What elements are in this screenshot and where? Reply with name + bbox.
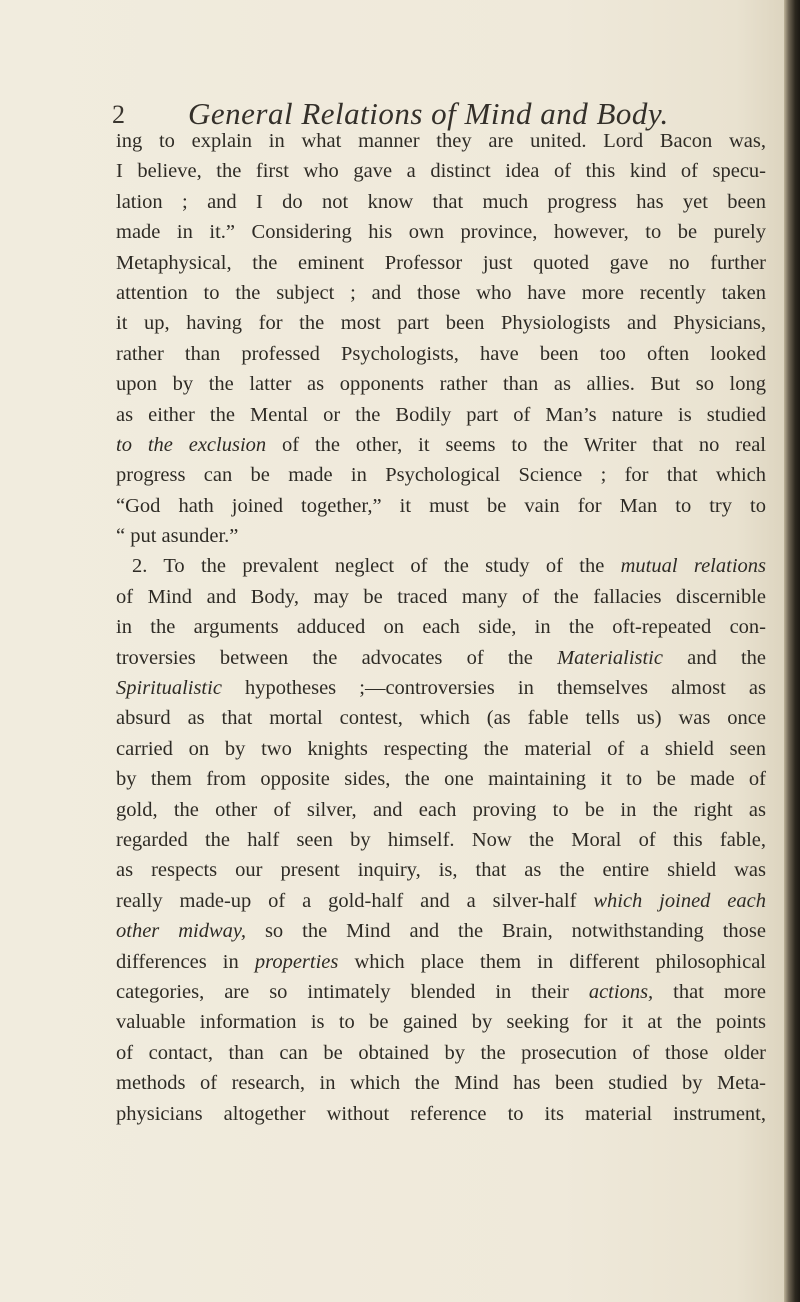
running-head: General Relations of Mind and Body. [188,96,669,131]
text-line: regarded the half seen by himself. Now the Moral of this fable, [116,828,766,851]
text-line: “ put asunder.” [116,525,239,548]
italic-phrase: actions, [588,980,654,1003]
text-line: in the arguments adduced on each side, in the oft-repeated con- [116,616,766,639]
italic-phrase: Spiritualistic [116,677,222,700]
text-line: of Mind and Body, may be traced many of the fallacies discernible [116,585,766,608]
book-binding-edge [784,0,800,1302]
text-line: really made-up of a gold-half and a silver-half which joined each [116,889,767,912]
text-line: I believe, the first who gave a distinct idea of this kind of specu- [116,160,766,183]
text-line: categories, are so intimately blended in their actions, that more [116,980,766,1003]
text-line: methods of research, in which the Mind has been studied by Meta- [116,1072,766,1095]
text-line: as either the Mental or the Bodily part of Man’s nature is studied [116,403,766,426]
text-line: “God hath joined together,” it must be vain for Man to try to [116,494,766,517]
paragraph-start-line: 2. To the prevalent neglect of the study of the mutual relations [132,555,766,578]
text-line: upon by the latter as opponents rather than as allies. But so long [116,373,766,396]
text-line: valuable information is to be gained by seeking for it at the points [116,1011,766,1034]
italic-phrase: mutual relations [620,555,766,578]
text-line: attention to the subject ; and those who have more recently taken [116,281,766,304]
text-line: made in it.” Considering his own province, however, to be purely [116,221,766,244]
text-line: Spiritualistic hypotheses ;—controversies in themselves almost as [116,677,766,700]
text-line: Metaphysical, the eminent Professor just quoted gave no further [116,251,766,274]
text-line: physicians altogether without reference to its material instrument, [116,1102,766,1125]
text-line: of contact, than can be obtained by the prosecution of those older [116,1041,766,1064]
text-line: lation ; and I do not know that much progress has yet been [116,190,766,213]
text-line: rather than professed Psychologists, have been too often looked [116,342,766,365]
italic-phrase: to the exclusion [116,433,267,456]
body-text [116,126,766,1129]
italic-phrase: other midway, [116,920,246,943]
italic-phrase: which joined each [593,889,767,912]
text-line: troversies between the advocates of the Materialistic and the [116,646,766,669]
text-line: as respects our present inquiry, is, that as the entire shield was [116,859,766,882]
text-line: to the exclusion of the other, it seems to the Writer that no real [116,433,767,456]
text-line: differences in properties which place them in different philosophical [116,950,766,973]
text-line: by them from opposite sides, the one maintaining it to be made of [116,768,766,791]
text-line: other midway, so the Mind and the Brain, notwithstanding those [116,920,767,943]
italic-phrase: properties [254,950,339,973]
text-line: carried on by two knights respecting the material of a shield seen [116,737,766,760]
text-line: gold, the other of silver, and each proving to be in the right as [116,798,766,821]
text-line: it up, having for the most part been Physiologists and Physicians, [116,312,766,335]
page-number: 2 [112,100,125,129]
italic-phrase: Materialistic [557,646,663,669]
text-line: ing to explain in what manner they are united. Lord Bacon was, [116,130,766,152]
text-line: progress can be made in Psychological Science ; for that which [116,464,766,487]
text-line: absurd as that mortal contest, which (as fable tells us) was once [116,707,766,730]
